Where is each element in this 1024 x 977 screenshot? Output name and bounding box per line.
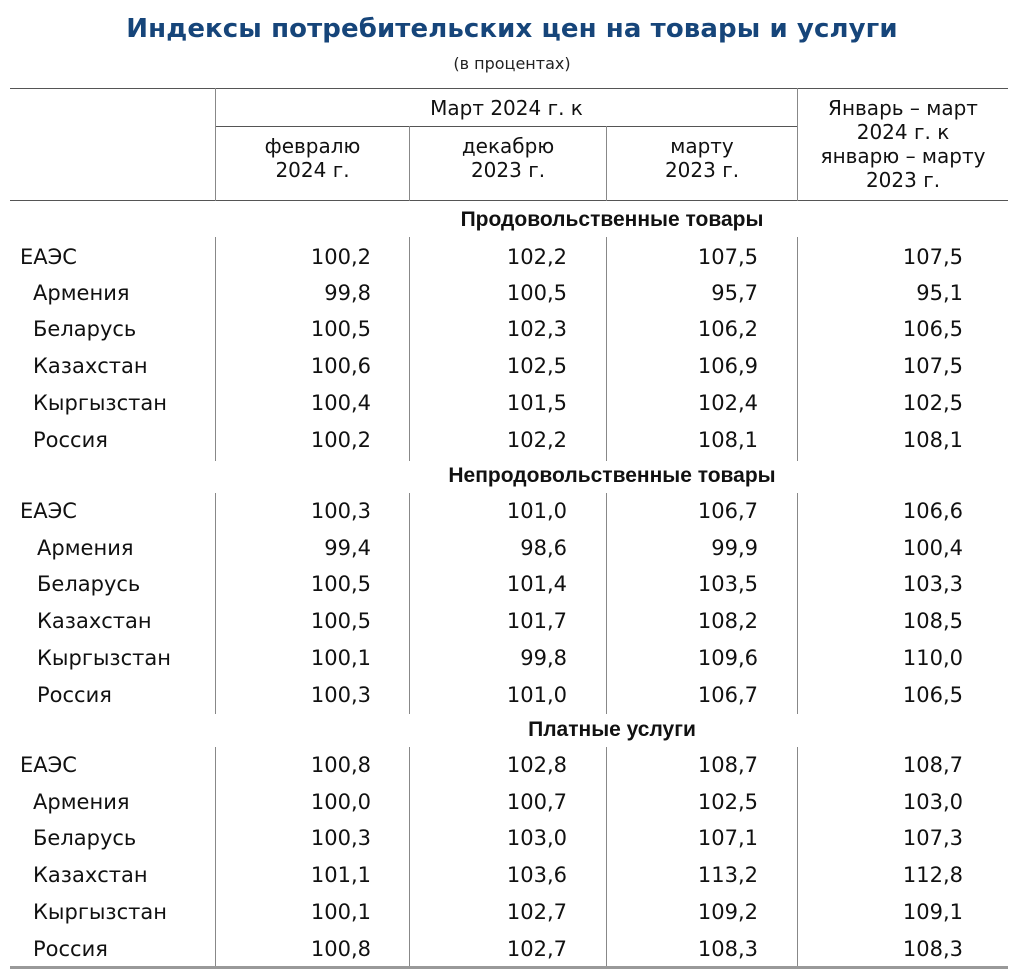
row-label: Россия [37,683,112,707]
cell-value: 103,3 [902,572,963,596]
cell-value: 100,8 [310,753,371,777]
section-title-food: Продовольственные товары [460,208,764,231]
section-title-nonfood: Непродовольственные товары [448,464,776,487]
row-label: Беларусь [33,826,137,850]
header-col-jan-mar: Январь – март 2024 г. к январю – марту 2023 г. [820,96,986,192]
cell-value: 102,2 [506,428,567,452]
row-label: ЕАЭС [20,499,77,523]
table-row [0,493,1024,529]
cell-value: 108,2 [697,609,758,633]
header-col-december: декабрю 2023 г. [461,134,555,182]
row-label: Армения [33,790,130,814]
cell-value: 100,7 [506,790,567,814]
cell-value: 101,0 [506,683,567,707]
table-row [0,530,1024,566]
row-label: ЕАЭС [20,753,77,777]
cell-value: 103,5 [697,572,758,596]
cell-value: 100,3 [310,826,371,850]
table-row [0,239,1024,275]
cell-value: 106,5 [902,317,963,341]
cell-value: 103,0 [902,790,963,814]
row-label: Казахстан [37,609,152,633]
cell-value: 106,6 [902,499,963,523]
row-label: ЕАЭС [20,245,77,269]
cell-value: 100,5 [310,572,371,596]
cell-value: 106,2 [697,317,758,341]
cell-value: 100,0 [310,790,371,814]
cell-value: 100,5 [310,317,371,341]
row-label: Россия [33,937,108,961]
cell-value: 101,4 [506,572,567,596]
cell-value: 107,5 [697,245,758,269]
table-row [0,931,1024,967]
cell-value: 106,7 [697,499,758,523]
cell-value: 106,9 [697,354,758,378]
cell-value: 102,8 [506,753,567,777]
cell-value: 108,7 [902,753,963,777]
page-title: Индексы потребительских цен на товары и услуги [126,14,898,44]
cell-value: 100,3 [310,683,371,707]
table-row [0,640,1024,676]
cell-value: 102,7 [506,937,567,961]
table-row [0,422,1024,458]
cell-value: 102,5 [697,790,758,814]
row-label: Армения [33,281,130,305]
cell-value: 107,5 [902,245,963,269]
cell-value: 102,5 [506,354,567,378]
cell-value: 100,6 [310,354,371,378]
header-col-march: марту 2023 г. [664,134,740,182]
row-label: Кыргызстан [33,900,167,924]
cell-value: 102,5 [902,391,963,415]
row-label: Россия [33,428,108,452]
page-subtitle: (в процентах) [453,54,571,73]
cell-value: 103,0 [506,826,567,850]
cell-value: 110,0 [902,646,963,670]
cell-value: 109,1 [902,900,963,924]
cell-value: 108,3 [902,937,963,961]
row-label: Кыргызстан [33,391,167,415]
cell-value: 112,8 [902,863,963,887]
cell-value: 103,6 [506,863,567,887]
row-label: Кыргызстан [37,646,171,670]
table-row [0,566,1024,602]
table-row [0,311,1024,347]
row-label: Казахстан [33,863,148,887]
cell-value: 100,1 [310,646,371,670]
cell-value: 102,3 [506,317,567,341]
cell-value: 100,3 [310,499,371,523]
table-row [0,677,1024,713]
cell-value: 100,1 [310,900,371,924]
cell-value: 100,2 [310,428,371,452]
cell-value: 99,8 [324,281,371,305]
cell-value: 109,6 [697,646,758,670]
cell-value: 102,7 [506,900,567,924]
cell-value: 108,3 [697,937,758,961]
cell-value: 108,1 [902,428,963,452]
table-row [0,857,1024,893]
cell-value: 107,1 [697,826,758,850]
cell-value: 102,4 [697,391,758,415]
table-top-border [10,88,1008,89]
cell-value: 100,4 [310,391,371,415]
cell-value: 99,8 [520,646,567,670]
header-group-label: Март 2024 г. к [430,96,583,120]
cell-value: 99,9 [711,536,758,560]
cell-value: 101,1 [310,863,371,887]
cell-value: 101,5 [506,391,567,415]
cell-value: 107,3 [902,826,963,850]
cell-value: 95,1 [916,281,963,305]
table-row [0,747,1024,783]
table-row [0,603,1024,639]
cell-value: 106,7 [697,683,758,707]
cell-value: 106,5 [902,683,963,707]
header-bottom-border [10,200,1008,201]
cell-value: 100,5 [506,281,567,305]
section-title-services: Платные услуги [528,718,696,741]
cell-value: 107,5 [902,354,963,378]
cell-value: 109,2 [697,900,758,924]
header-group-divider [216,126,797,127]
cell-value: 100,8 [310,937,371,961]
cell-value: 101,7 [506,609,567,633]
row-label: Армения [37,536,134,560]
cell-value: 108,7 [697,753,758,777]
cell-value: 102,2 [506,245,567,269]
table-row [0,275,1024,311]
cell-value: 108,5 [902,609,963,633]
cell-value: 108,1 [697,428,758,452]
cell-value: 113,2 [697,863,758,887]
cell-value: 100,2 [310,245,371,269]
row-label: Беларусь [33,317,137,341]
cell-value: 100,5 [310,609,371,633]
header-col-february: февралю 2024 г. [264,134,361,182]
cell-value: 99,4 [324,536,371,560]
cell-value: 98,6 [520,536,567,560]
cell-value: 101,0 [506,499,567,523]
table-row [0,348,1024,384]
table-row [0,784,1024,820]
cell-value: 100,4 [902,536,963,560]
table-row [0,385,1024,421]
table-row [0,894,1024,930]
cell-value: 95,7 [711,281,758,305]
row-label: Казахстан [33,354,148,378]
table-row [0,820,1024,856]
row-label: Беларусь [37,572,141,596]
